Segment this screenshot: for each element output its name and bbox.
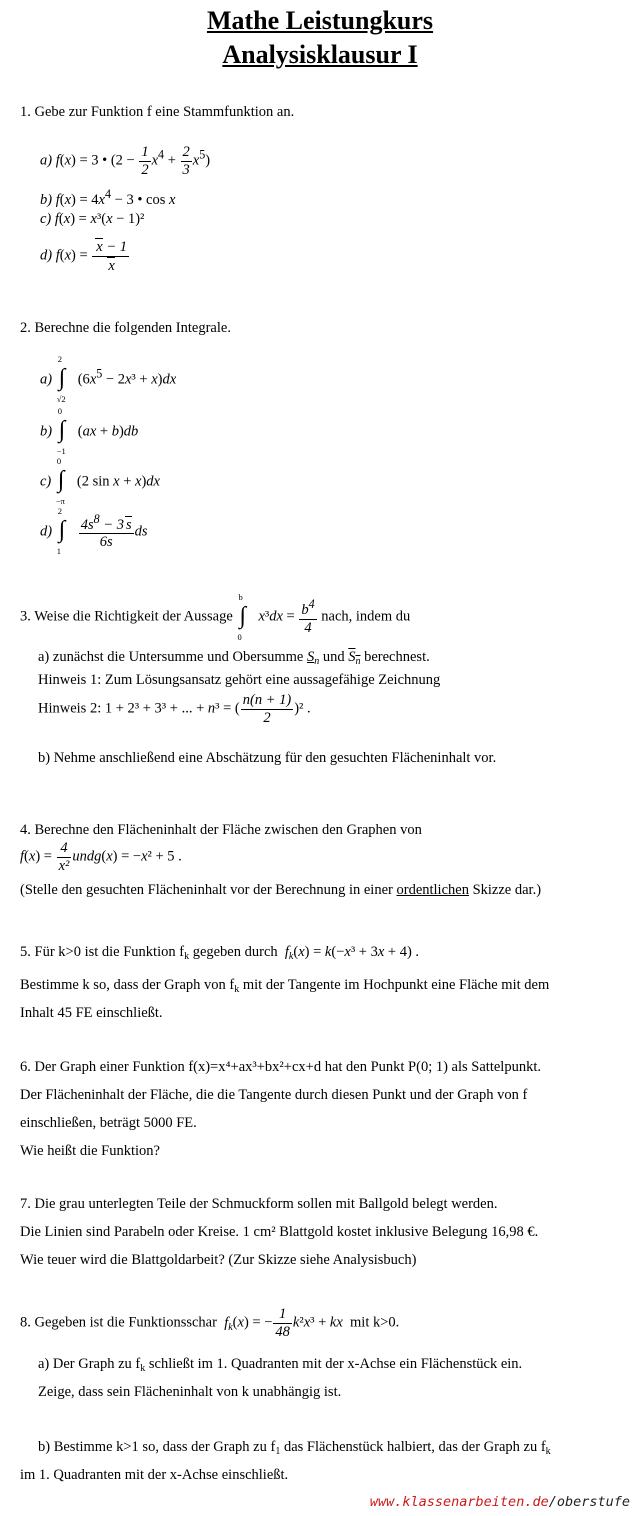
q3-a-end: berechnest. (364, 649, 430, 665)
q8-b1-b: das Flächenstück halbiert, das der Graph zu f (280, 1439, 546, 1455)
q8-lead: 8. Gegeben ist die Funktionsschar (20, 1314, 217, 1331)
q1-a: a) f(x) = 3 • (2 − $\frac{1}{2}$ $x^4$ + $\frac{2}{3}$ $x^5$) (40, 144, 211, 178)
q3-a-text: a) zunächst die Untersumme und Obersumme (38, 649, 304, 665)
q8-b1-a: b) Bestimme k>1 so, dass der Graph zu f (38, 1439, 276, 1455)
q5-lead2: gegeben durch (189, 944, 278, 960)
title-line-2: Analysisklausur I (222, 40, 418, 69)
q2-a: a) 2 ∫ √2 $(6x^5 - 2x^3 + x)dx$ (40, 354, 177, 404)
q4-note (20, 882, 541, 899)
q3-hint2: Hinweis 2: 1 + 2³ + 3³ + ... + n³ = ( $\frac{n(n + 1)}{2}$ )² . (38, 692, 311, 726)
q6-line2: Der Flächeninhalt der Fläche, die die Tangente durch diesen Punkt und der Graph von f (20, 1087, 528, 1103)
q3-a (38, 649, 430, 667)
q5-line2-b: mit der Tangente im Hochpunkt eine Fläche mit dem (239, 977, 550, 993)
q5-line3: Inhalt 45 FE einschließt. (20, 1005, 163, 1021)
q1-b: b) $f(x) = 4x^4 - 3$ • cos x (40, 187, 176, 208)
footer-site[interactable]: www.klassenarbeiten.de (369, 1494, 549, 1510)
q3-hint1: Hinweis 1: Zum Lösungsansatz gehört eine aussagefähige Zeichnung (38, 672, 441, 688)
q4-heading: 4. Berechne den Flächeninhalt der Fläche zwischen den Graphen von (20, 822, 422, 838)
q6-line3: einschließen, beträgt 5000 FE. (20, 1115, 197, 1131)
q4-note-underlined: ordentlichen (396, 882, 469, 898)
upper-sum-symbol: $S_n$ (348, 649, 361, 667)
q3-lead: 3. Weise die Richtigkeit der Aussage (20, 608, 233, 625)
q8-a1-b: schließt im 1. Quadranten mit der x-Achse ein Flächenstück ein. (145, 1356, 523, 1372)
q4-note-pre: (Stelle den gesuchten Flächeninhalt vor der Berechnung in einer (20, 882, 397, 898)
q3-trail: nach, indem du (321, 608, 411, 625)
q4-functions: f(x) = $\frac{4}{\text{x²}}$ undg(x) = −x² + 5 . (20, 840, 182, 874)
q6-line4: Wie heißt die Funktion? (20, 1143, 160, 1159)
q1-d: d) f(x) = $\frac{x - 1}{x}$ (40, 239, 128, 274)
q7-line2: Die Linien sind Parabeln oder Kreise. 1 cm² Blattgold kostet inklusive Belegung 16,98 €. (20, 1224, 539, 1240)
q8-a1: a) Der Graph zu $f_k$ schließt im 1. Quadranten mit der x-Achse ein Flächenstück ein. (38, 1356, 523, 1374)
q5-line2-a: Bestimme k so, dass der Graph von f (20, 977, 235, 993)
q3-a-und: und (322, 649, 345, 665)
q8-a2: Zeige, dass sein Flächeninhalt von k unabhängig ist. (38, 1384, 342, 1400)
q4-note-post: Skizze dar.) (468, 882, 542, 898)
q2-heading: 2. Berechne die folgenden Integrale. (20, 320, 231, 336)
q3-b: b) Nehme anschließend eine Abschätzung für den gesuchten Flächeninhalt vor. (38, 750, 497, 766)
q5-line1: 5. Für k>0 ist die Funktion $f_k$ gegeben durch $f_k(x) = k(-x^3 + 3x + 4)$ . (20, 944, 420, 962)
q2-d: d) 2 ∫ 1 $\frac{4s^8 - 3 s}{6s}$ ds (40, 506, 148, 556)
q3-statement: 3. Weise die Richtigkeit der Aussage b ∫ 0 x³dx = $\frac{b^4}{4}$ nach, indem du (20, 592, 411, 643)
title-line-1: Mathe Leistungkurs (206, 6, 434, 35)
q2-b: b) 0 ∫ −1 (ax + b)db (40, 406, 139, 456)
q8-line1: 8. Gegeben ist die Funktionsschar $f_k(x)$ = − $\frac{1}{48}$ k²x³ + kx mit k>0. (20, 1306, 400, 1340)
q6-line1: 6. Der Graph einer Funktion f(x)=x⁴+ax³+bx²+cx+d hat den Punkt P(0; 1) als Sattelpunkt. (20, 1059, 541, 1075)
q8-a1-a: a) Der Graph zu f (38, 1356, 141, 1372)
lower-sum-symbol: $S_n$ (306, 649, 320, 667)
q5-line2: Bestimme k so, dass der Graph von $f_k$ mit der Tangente im Hochpunkt eine Fläche mit dem (20, 977, 550, 995)
q8-b1: b) Bestimme k>1 so, dass der Graph zu $f_1$ das Flächenstück halbiert, das der Graph zu $f_k$ (38, 1439, 551, 1457)
q3-hint2-lead: Hinweis 2: (38, 700, 102, 717)
q1-heading: 1. Gebe zur Funktion f eine Stammfunktion an. (20, 104, 295, 120)
footer-section[interactable]: oberstufe (556, 1494, 630, 1510)
footer-link[interactable]: www.klassenarbeiten.de/oberstufe (369, 1494, 630, 1510)
q7-line3: Wie teuer wird die Blattgoldarbeit? (Zur Skizze siehe Analysisbuch) (20, 1252, 417, 1268)
q1-c: c) f(x) = x³(x − 1)² (40, 211, 145, 227)
q5-lead: 5. Für k>0 ist die Funktion f (20, 944, 185, 960)
q8-b2: im 1. Quadranten mit der x-Achse einschließt. (20, 1467, 289, 1483)
q2-c: c) 0 ∫ −π (2 sin x + x)dx (40, 456, 160, 506)
q8-trail: mit k>0. (350, 1314, 400, 1331)
q7-line1: 7. Die grau unterlegten Teile der Schmuckform sollen mit Ballgold belegt werden. (20, 1196, 498, 1212)
